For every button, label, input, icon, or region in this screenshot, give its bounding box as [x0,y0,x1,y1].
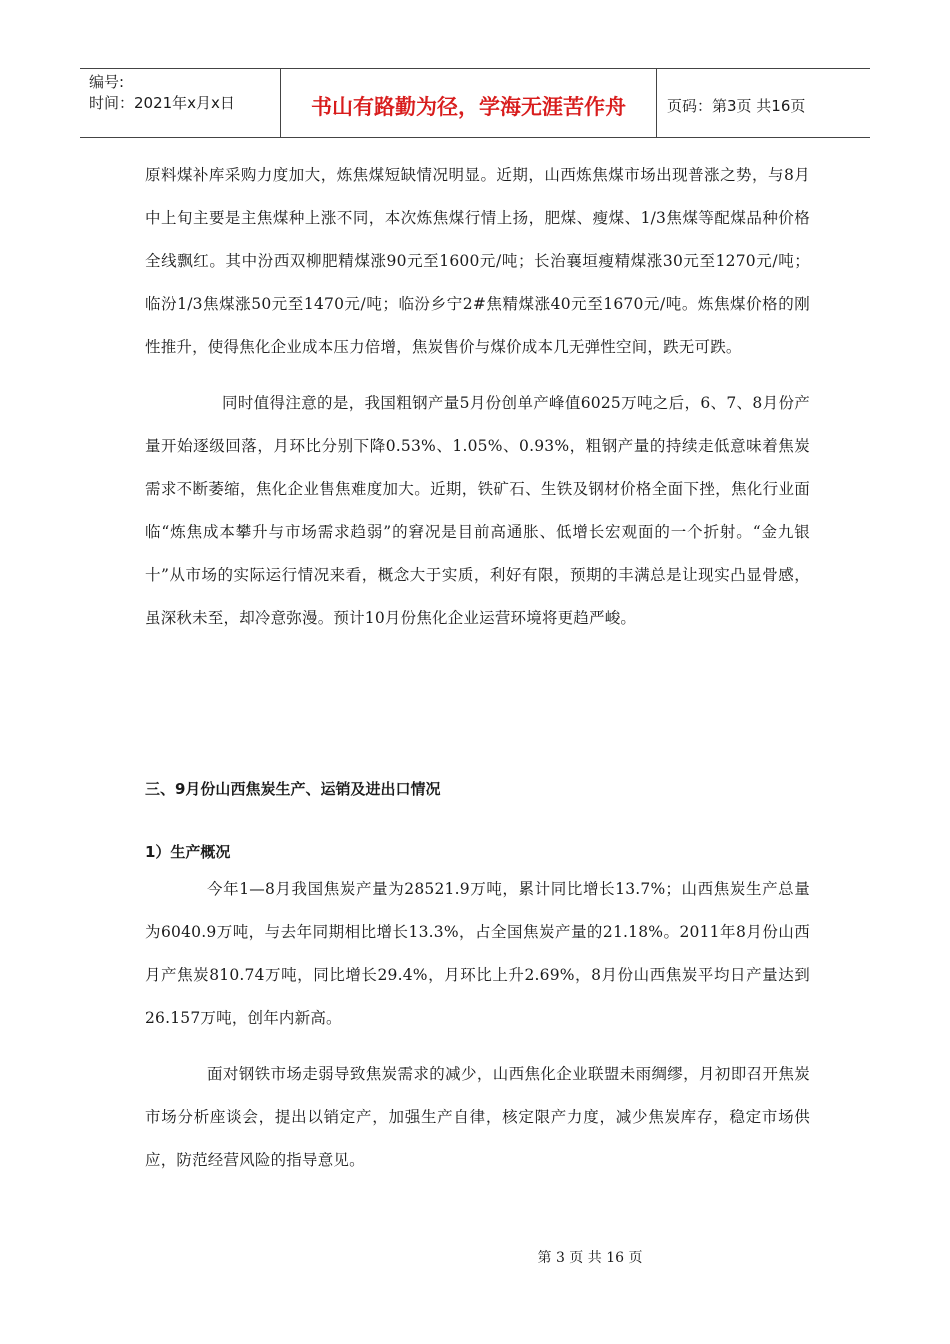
header-time-label: 时间：2021年x月x日 [89,94,235,112]
header-meta [80,69,281,137]
header-number-label: 编号: [89,73,125,91]
paragraph-coking-coal: 原料煤补库采购力度加大，炼焦煤短缺情况明显。近期，山西炼焦煤市场出现普涨之势，与8月中上旬主要是主焦煤种上涨不同，本次炼焦煤行情上扬，肥煤、瘦煤、1/3焦煤等配煤品种价格全线飘红。其中汾西双柳肥精煤涨90元至1600元/吨；长治襄垣瘦精煤涨30元至1270元/吨；临汾1/3焦煤涨50元至1470元/吨；临汾乡宁2#焦精煤涨40元至1670元/吨。炼焦煤价格的刚性推升，使得焦化企业成本压力倍增，焦炭售价与煤价成本几无弹性空间，跌无可跌。 [145,166,810,356]
subsection-heading-production: 1）生产概况 [145,843,231,861]
paragraph-steel-output: 同时值得注意的是，我国粗钢产量5月份创单产峰值6025万吨之后，6、7、8月份产量开始逐级回落，月环比分别下降0.53%、1.05%、0.93%，粗钢产量的持续走低意味着焦炭需求不断萎缩，焦化企业售焦难度加大。近期，铁矿石、生铁及钢材价格全面下挫，焦化行业面临“炼焦成本攀升与市场需求趋弱”的窘况是目前高通胀、低增长宏观面的一个折射。“金九银十”从市场的实际运行情况来看，概念大于实质，利好有限，预期的丰满总是让现实凸显骨感，虽深秋未至，却冷意弥漫。预计10月份焦化企业运营环境将更趋严峻。 [145,394,810,627]
paragraph-production-data: 今年1—8月我国焦炭产量为28521.9万吨，累计同比增长13.7%；山西焦炭生产总量为6040.9万吨，与去年同期相比增长13.3%，占全国焦炭产量的21.18%。2011年8月份山西月产焦炭810.74万吨，同比增长29.4%，月环比上升2.69%，8月份山西焦炭平均日产量达到26.157万吨，创年内新高。 [145,880,810,1027]
document-body [145,154,810,640]
section-heading-3: 三、9月份山西焦炭生产、运销及进出口情况 [145,780,441,798]
page-header [80,68,870,138]
header-motto: 书山有路勤为径，学海无涯苦作舟 [281,69,657,137]
page-footer [0,1247,950,1267]
paragraph-alliance-response: 面对钢铁市场走弱导致焦炭需求的减少，山西焦化企业联盟未雨绸缪，月初即召开焦炭市场分析座谈会，提出以销定产，加强生产自律，核定限产力度，减少焦炭库存，稳定市场供应，防范经营风险的指导意见。 [145,1065,810,1169]
document-body-2 [145,868,810,1182]
header-page-label: 页码：第3页 共16页 [667,96,806,115]
footer-page-number: 第 3 页 共 16 页 [537,1250,643,1266]
